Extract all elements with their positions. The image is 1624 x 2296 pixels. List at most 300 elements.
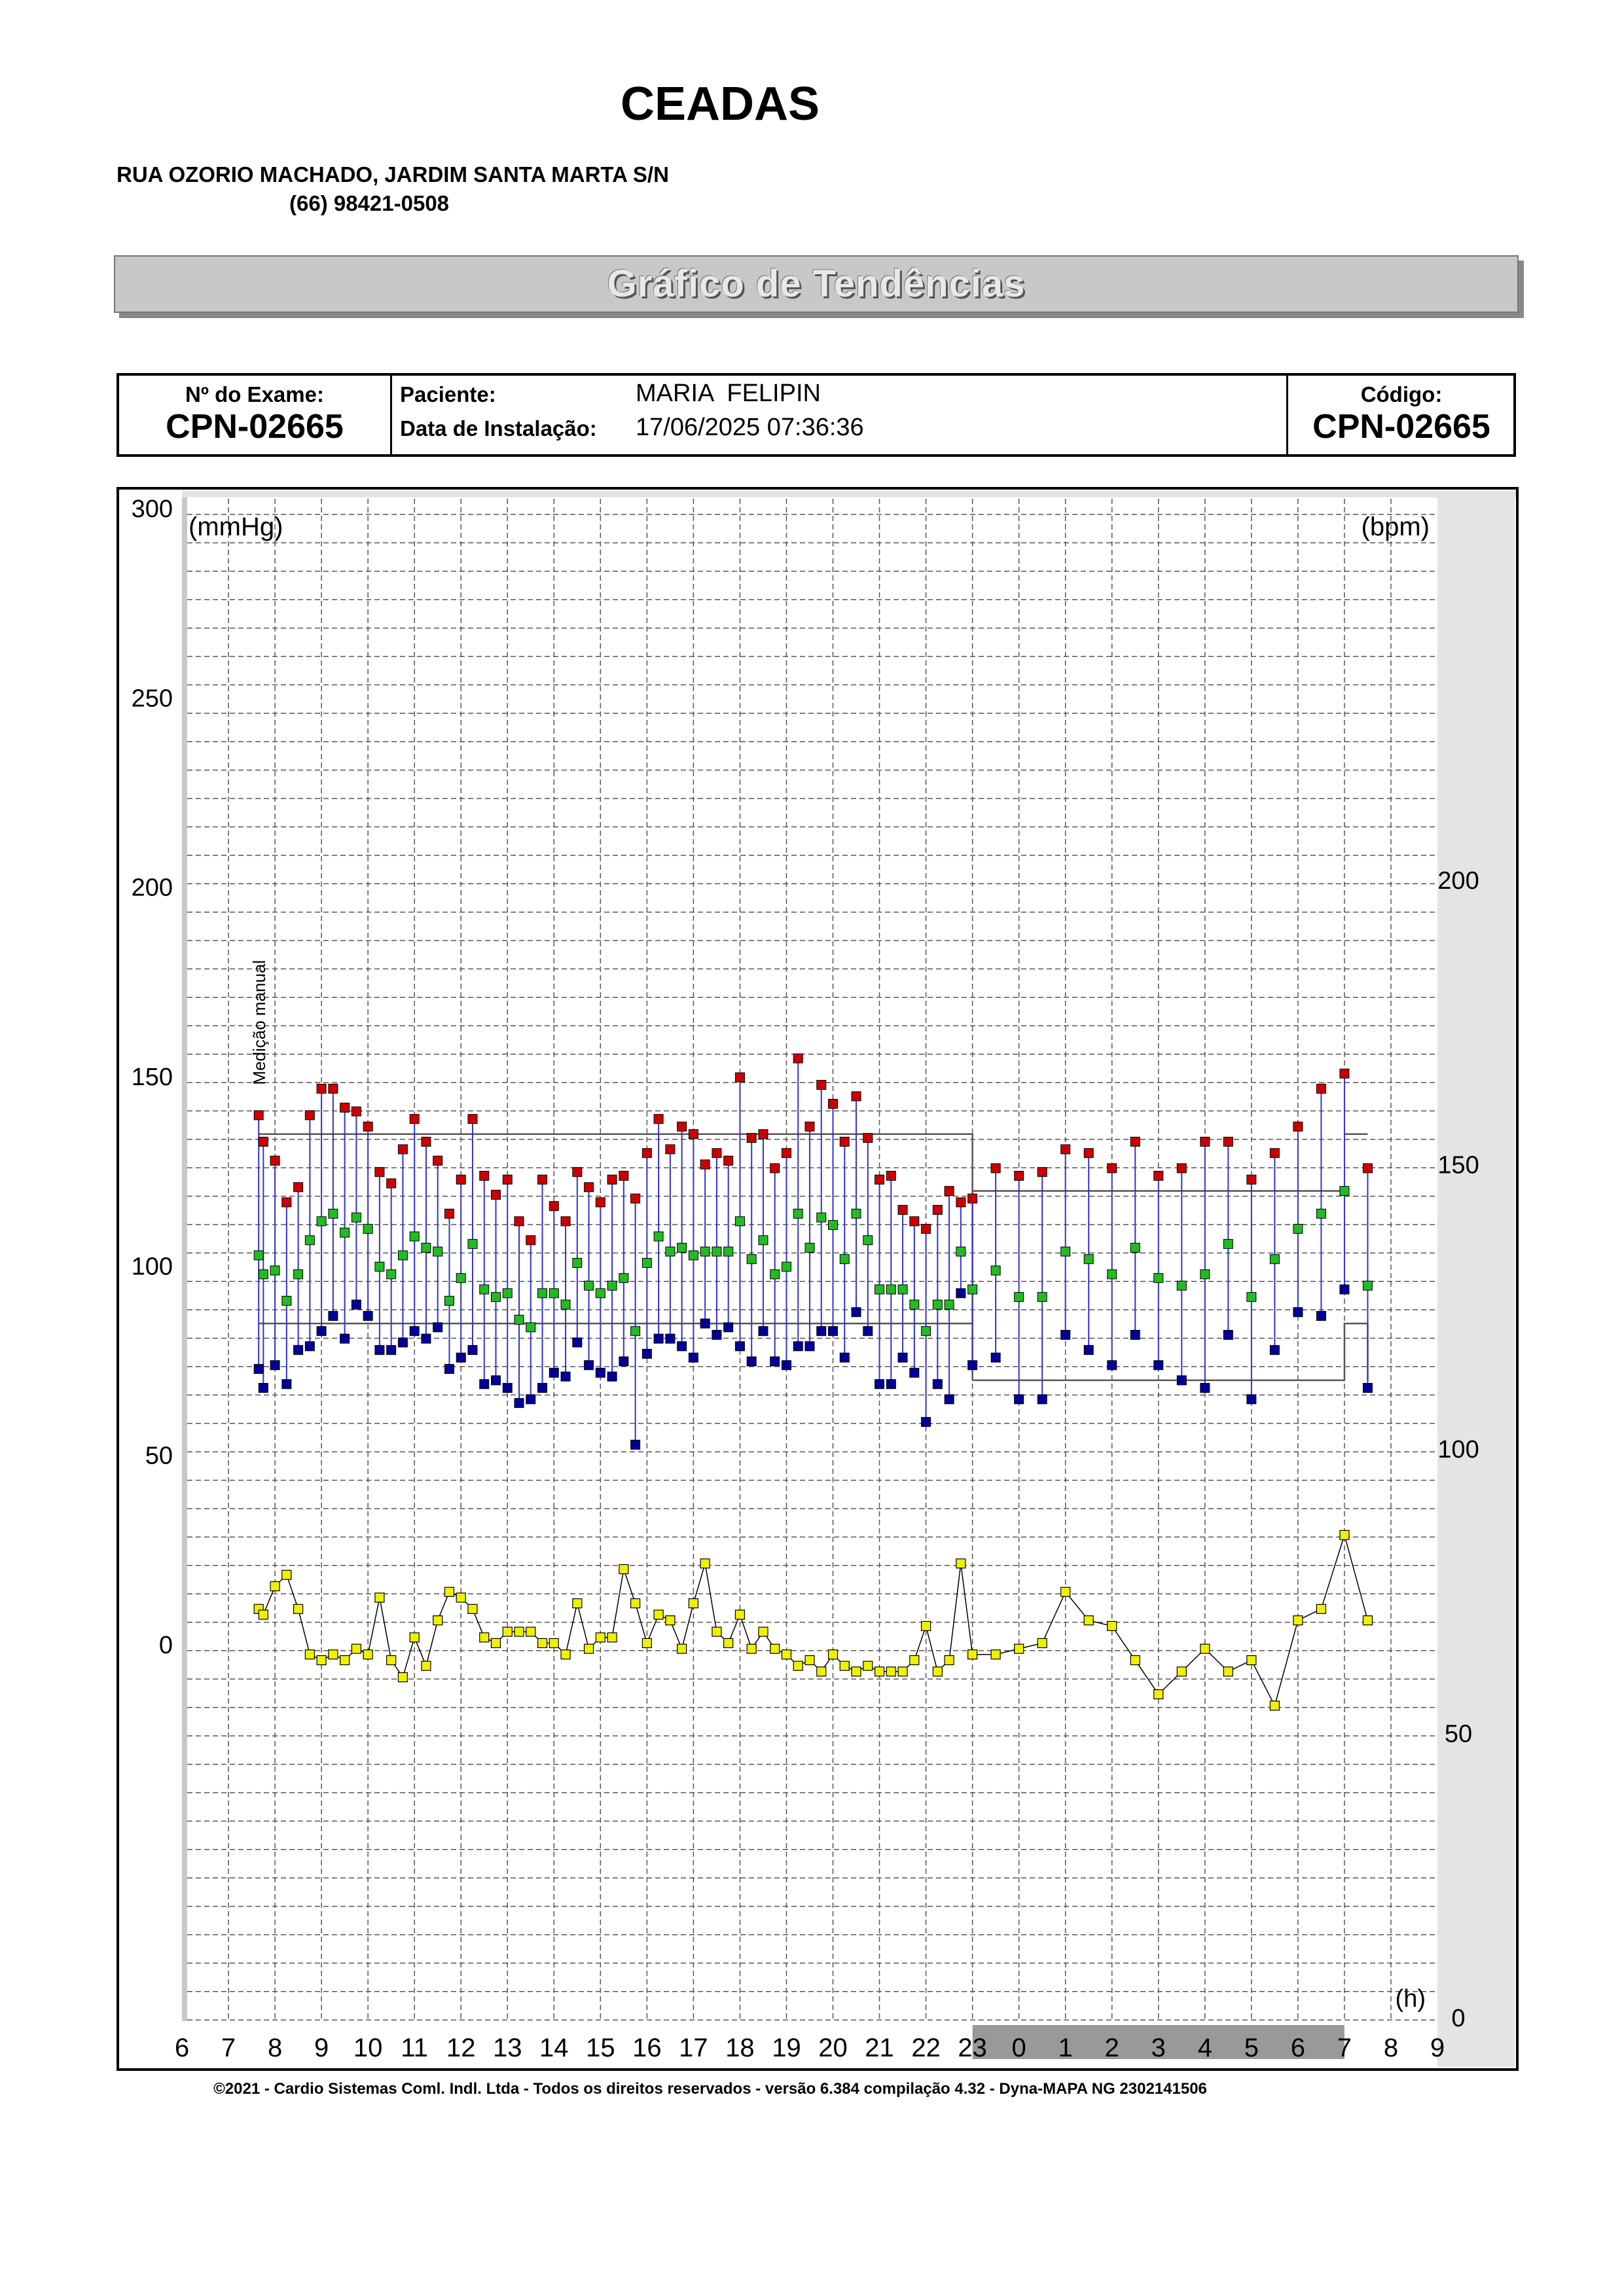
heart-rate-point <box>1154 1690 1163 1699</box>
heart-rate-point <box>1316 1604 1326 1613</box>
mean-pressure-point <box>259 1270 268 1279</box>
mean-pressure-point <box>1270 1255 1279 1264</box>
systolic-point <box>375 1168 384 1177</box>
right-axis-unit-label: (bpm) <box>1361 512 1430 541</box>
mean-pressure-point <box>514 1315 524 1324</box>
heart-rate-point <box>387 1656 396 1665</box>
mean-pressure-point <box>829 1221 838 1230</box>
mean-pressure-point <box>363 1224 372 1233</box>
systolic-point <box>254 1111 263 1120</box>
systolic-point <box>561 1217 570 1226</box>
systolic-point <box>631 1194 640 1203</box>
systolic-point <box>549 1202 558 1211</box>
mean-pressure-point <box>422 1243 431 1252</box>
mean-pressure-point <box>956 1247 965 1256</box>
systolic-point <box>410 1115 419 1124</box>
diastolic-point <box>294 1346 303 1355</box>
chart-right-shade <box>1437 491 1515 2067</box>
x-axis-tick-label: 15 <box>586 2034 615 2062</box>
mean-pressure-point <box>886 1285 895 1294</box>
left-axis-tick-label: 150 <box>131 1064 173 1091</box>
diastolic-point <box>991 1353 1000 1362</box>
systolic-point <box>538 1175 547 1184</box>
mean-pressure-point <box>561 1300 570 1309</box>
heart-rate-point <box>677 1644 687 1653</box>
heart-rate-point <box>747 1644 756 1653</box>
mean-pressure-point <box>254 1251 263 1260</box>
mean-pressure-point <box>538 1289 547 1298</box>
diastolic-point <box>689 1353 698 1362</box>
heart-rate-point <box>631 1599 640 1608</box>
mean-pressure-point <box>1154 1274 1163 1283</box>
left-axis-tick-label: 200 <box>131 874 173 902</box>
systolic-point <box>317 1084 326 1093</box>
heart-rate-point <box>561 1650 570 1659</box>
mean-pressure-point <box>666 1247 675 1256</box>
systolic-point <box>329 1084 338 1093</box>
systolic-point <box>585 1183 594 1192</box>
code-cell <box>1288 376 1515 454</box>
heart-rate-point <box>410 1633 419 1642</box>
heart-rate-point <box>1038 1638 1047 1647</box>
x-axis-tick-label: 4 <box>1197 2034 1212 2062</box>
heart-rate-point <box>922 1621 931 1630</box>
mean-pressure-point <box>305 1236 314 1245</box>
exam-number: CPN-02665 <box>166 408 344 446</box>
chart-top-shade <box>182 491 1516 497</box>
heart-rate-point <box>259 1610 268 1619</box>
heart-rate-point <box>492 1638 501 1647</box>
diastolic-point <box>340 1334 350 1343</box>
diastolic-point <box>585 1361 594 1370</box>
x-axis-tick-label: 0 <box>1011 2034 1026 2062</box>
diastolic-point <box>1340 1285 1349 1294</box>
exam-info-box <box>117 373 1516 457</box>
mean-pressure-point <box>468 1240 477 1249</box>
diastolic-point <box>619 1357 628 1366</box>
diastolic-point <box>433 1323 442 1332</box>
systolic-point <box>770 1164 780 1173</box>
mean-pressure-point <box>968 1285 977 1294</box>
report-title-bar <box>114 255 1519 313</box>
diastolic-point <box>1084 1346 1093 1355</box>
mean-pressure-point <box>817 1213 826 1222</box>
systolic-point <box>596 1198 605 1207</box>
heart-rate-point <box>689 1599 698 1608</box>
mean-pressure-point <box>840 1255 849 1264</box>
mean-pressure-point <box>549 1289 558 1298</box>
clinic-name: CEADAS <box>620 78 820 130</box>
systolic-point <box>886 1171 895 1180</box>
x-axis-tick-label: 9 <box>1430 2034 1445 2062</box>
mean-pressure-point <box>677 1243 687 1252</box>
systolic-point <box>573 1168 582 1177</box>
right-axis-tick-label: 100 <box>1437 1436 1479 1463</box>
x-axis-tick-label: 6 <box>174 2034 190 2062</box>
systolic-point <box>422 1137 431 1146</box>
mean-pressure-point <box>689 1251 698 1260</box>
diastolic-point <box>398 1338 407 1347</box>
mean-pressure-point <box>1177 1281 1186 1290</box>
x-axis-tick-label: 10 <box>353 2034 383 2062</box>
diastolic-point <box>468 1346 477 1355</box>
left-axis-tick-label: 50 <box>145 1442 173 1470</box>
right-axis-tick-label: 0 <box>1451 2005 1466 2032</box>
patient-cell <box>392 376 1286 454</box>
systolic-point <box>875 1175 884 1184</box>
systolic-point <box>782 1149 791 1158</box>
trend-chart-svg <box>119 490 1516 2068</box>
systolic-point <box>747 1134 756 1143</box>
systolic-point <box>305 1111 314 1120</box>
systolic-point <box>1293 1122 1303 1131</box>
mean-pressure-point <box>922 1327 931 1336</box>
diastolic-point <box>1200 1384 1210 1393</box>
diastolic-point <box>793 1342 803 1351</box>
systolic-point <box>910 1217 919 1226</box>
mean-pressure-point <box>410 1232 419 1241</box>
x-axis-tick-label: 3 <box>1151 2034 1166 2062</box>
diastolic-point <box>363 1312 372 1321</box>
diastolic-point <box>282 1380 291 1389</box>
systolic-point <box>666 1145 675 1154</box>
diastolic-point <box>1130 1330 1140 1339</box>
mean-pressure-point <box>747 1255 756 1264</box>
heart-rate-point <box>317 1656 326 1665</box>
heart-rate-point <box>712 1627 721 1636</box>
systolic-point <box>1061 1145 1070 1154</box>
diastolic-point <box>642 1349 651 1358</box>
systolic-point <box>433 1156 442 1165</box>
heart-rate-point <box>422 1661 431 1670</box>
systolic-point <box>829 1100 838 1109</box>
diastolic-point <box>805 1342 814 1351</box>
diastolic-point <box>886 1380 895 1389</box>
diastolic-point <box>503 1384 512 1393</box>
mean-pressure-point <box>282 1296 291 1305</box>
mean-pressure-point <box>619 1274 628 1283</box>
trend-chart <box>117 487 1519 2071</box>
mean-pressure-point <box>910 1300 919 1309</box>
diastolic-point <box>933 1380 942 1389</box>
diastolic-point <box>526 1395 535 1404</box>
systolic-point <box>642 1149 651 1158</box>
diastolic-point <box>863 1327 873 1336</box>
mean-pressure-point <box>1015 1293 1024 1302</box>
mean-pressure-point <box>724 1247 733 1256</box>
heart-rate-point <box>852 1667 861 1676</box>
left-axis-tick-label: 300 <box>131 495 173 523</box>
systolic-point <box>677 1122 687 1131</box>
systolic-point <box>817 1081 826 1090</box>
systolic-point <box>700 1160 710 1169</box>
left-axis-unit-label: (mmHg) <box>189 512 283 541</box>
systolic-point <box>1038 1168 1047 1177</box>
diastolic-point <box>1061 1330 1070 1339</box>
heart-rate-point <box>585 1644 594 1653</box>
x-axis-tick-label: 22 <box>911 2034 941 2062</box>
mean-pressure-point <box>712 1247 721 1256</box>
heart-rate-point <box>503 1627 512 1636</box>
x-axis-tick-label: 8 <box>1383 2034 1399 2062</box>
mean-pressure-point <box>1293 1224 1303 1233</box>
mean-pressure-point <box>585 1281 594 1290</box>
chart-background <box>119 490 1516 2068</box>
mean-pressure-point <box>1038 1293 1047 1302</box>
diastolic-point <box>259 1384 268 1393</box>
mean-pressure-point <box>375 1262 384 1271</box>
mean-pressure-point <box>805 1243 814 1252</box>
heart-rate-point <box>1363 1616 1372 1625</box>
systolic-point <box>294 1183 303 1192</box>
diastolic-point <box>666 1334 675 1343</box>
diastolic-point <box>770 1357 780 1366</box>
heart-rate-point <box>1177 1667 1186 1676</box>
heart-rate-point <box>270 1582 280 1591</box>
heart-rate-point <box>1247 1656 1256 1665</box>
x-axis-tick-label: 20 <box>818 2034 848 2062</box>
x-axis-tick-label: 8 <box>267 2034 283 2062</box>
heart-rate-point <box>770 1644 780 1653</box>
heart-rate-point <box>514 1627 524 1636</box>
diastolic-point <box>829 1327 838 1336</box>
mean-pressure-point <box>898 1285 907 1294</box>
systolic-point <box>444 1209 454 1218</box>
mean-pressure-point <box>875 1285 884 1294</box>
report-title: Gráfico de Tendências <box>607 262 1026 305</box>
heart-rate-point <box>1061 1587 1070 1596</box>
diastolic-point <box>1293 1308 1303 1317</box>
heart-rate-point <box>700 1559 710 1568</box>
systolic-point <box>514 1217 524 1226</box>
heart-rate-point <box>480 1633 489 1642</box>
systolic-point <box>712 1149 721 1158</box>
heart-rate-point <box>933 1667 942 1676</box>
diastolic-point <box>747 1357 756 1366</box>
mean-pressure-point <box>573 1259 582 1268</box>
systolic-point <box>922 1224 931 1233</box>
heart-rate-point <box>282 1570 291 1579</box>
x-axis-tick-label: 14 <box>539 2034 569 2062</box>
diastolic-point <box>1015 1395 1024 1404</box>
systolic-point <box>1130 1137 1140 1146</box>
heart-rate-point <box>1223 1667 1233 1676</box>
diastolic-point <box>549 1368 558 1377</box>
diastolic-point <box>1223 1330 1233 1339</box>
systolic-point <box>840 1137 849 1146</box>
systolic-point <box>1270 1149 1279 1158</box>
mean-pressure-point <box>1316 1209 1326 1218</box>
systolic-point <box>352 1107 361 1116</box>
diastolic-point <box>352 1300 361 1309</box>
mean-pressure-point <box>1223 1240 1233 1249</box>
diastolic-point <box>514 1399 524 1408</box>
install-date: 17/06/2025 07:36:36 <box>636 414 864 441</box>
heart-rate-point <box>329 1650 338 1659</box>
mean-pressure-point <box>270 1266 280 1275</box>
systolic-point <box>468 1115 477 1124</box>
x-axis-tick-label: 16 <box>632 2034 662 2062</box>
heart-rate-point <box>782 1650 791 1659</box>
heart-rate-point <box>805 1656 814 1665</box>
diastolic-point <box>480 1380 489 1389</box>
diastolic-point <box>607 1372 617 1381</box>
mean-pressure-point <box>1130 1243 1140 1252</box>
diastolic-point <box>387 1346 396 1355</box>
mean-pressure-point <box>317 1217 326 1226</box>
systolic-point <box>1363 1164 1372 1173</box>
systolic-point <box>1340 1069 1349 1078</box>
mean-pressure-point <box>1200 1270 1210 1279</box>
diastolic-point <box>735 1342 744 1351</box>
heart-rate-point <box>398 1673 407 1682</box>
heart-rate-point <box>549 1638 558 1647</box>
x-axis-tick-label: 7 <box>221 2034 236 2062</box>
right-axis-tick-label: 50 <box>1444 1720 1473 1748</box>
systolic-point <box>456 1175 465 1184</box>
x-axis-tick-label: 1 <box>1058 2034 1073 2062</box>
systolic-point <box>689 1130 698 1139</box>
heart-rate-point <box>1340 1530 1349 1539</box>
right-axis-tick-label: 150 <box>1437 1151 1479 1179</box>
mean-pressure-point <box>759 1236 768 1245</box>
heart-rate-point <box>433 1616 442 1625</box>
x-axis-tick-label: 7 <box>1337 2034 1352 2062</box>
systolic-point <box>1247 1175 1256 1184</box>
mean-pressure-point <box>433 1247 442 1256</box>
mean-pressure-point <box>863 1236 873 1245</box>
systolic-point <box>991 1164 1000 1173</box>
diastolic-point <box>700 1319 710 1328</box>
mean-pressure-point <box>735 1217 744 1226</box>
diastolic-point <box>254 1365 263 1374</box>
left-axis-tick-label: 100 <box>131 1253 173 1281</box>
patient-label: Paciente: <box>400 382 496 406</box>
systolic-point <box>526 1236 535 1245</box>
heart-rate-point <box>642 1638 651 1647</box>
diastolic-point <box>1270 1346 1279 1355</box>
code-value: CPN-02665 <box>1312 408 1490 446</box>
x-axis-unit-label: (h) <box>1395 1985 1426 2013</box>
diastolic-point <box>840 1353 849 1362</box>
mean-pressure-point <box>631 1327 640 1336</box>
systolic-point <box>387 1179 396 1188</box>
systolic-point <box>270 1156 280 1165</box>
diastolic-point <box>922 1418 931 1427</box>
diastolic-point <box>817 1327 826 1336</box>
heart-rate-point <box>759 1627 768 1636</box>
x-axis-tick-label: 2 <box>1104 2034 1119 2062</box>
mean-pressure-point <box>607 1281 617 1290</box>
systolic-point <box>398 1145 407 1154</box>
diastolic-point <box>305 1342 314 1351</box>
systolic-point <box>480 1171 489 1180</box>
left-axis-tick-label: 0 <box>158 1632 173 1659</box>
heart-rate-point <box>444 1587 454 1596</box>
systolic-point <box>503 1175 512 1184</box>
heart-rate-point <box>840 1661 849 1670</box>
systolic-point <box>724 1156 733 1165</box>
heart-rate-point <box>886 1667 895 1676</box>
mean-pressure-point <box>1084 1255 1093 1264</box>
heart-rate-point <box>596 1633 605 1642</box>
mean-pressure-point <box>1363 1281 1372 1290</box>
heart-rate-point <box>945 1656 954 1665</box>
systolic-point <box>945 1187 954 1196</box>
diastolic-point <box>410 1327 419 1336</box>
heart-rate-point <box>863 1661 873 1670</box>
heart-rate-point <box>724 1638 733 1647</box>
mean-pressure-point <box>526 1323 535 1332</box>
systolic-point <box>282 1198 291 1207</box>
mean-pressure-point <box>444 1296 454 1305</box>
heart-rate-point <box>1108 1621 1117 1630</box>
x-axis-tick-label: 18 <box>725 2034 755 2062</box>
systolic-point <box>492 1190 501 1199</box>
diastolic-point <box>654 1334 663 1343</box>
mean-pressure-point <box>1340 1187 1349 1196</box>
diastolic-point <box>538 1384 547 1393</box>
diastolic-point <box>1316 1312 1326 1321</box>
heart-rate-point <box>956 1559 965 1568</box>
code-label: Código: <box>1360 382 1443 406</box>
mean-pressure-point <box>700 1247 710 1256</box>
manual-measurement-annotation: Medição manual <box>249 960 270 1085</box>
diastolic-point <box>492 1376 501 1385</box>
diastolic-point <box>596 1368 605 1377</box>
systolic-point <box>793 1054 803 1063</box>
heart-rate-point <box>898 1667 907 1676</box>
systolic-point <box>898 1206 907 1215</box>
diastolic-point <box>573 1338 582 1347</box>
diastolic-point <box>1363 1384 1372 1393</box>
x-axis-tick-label: 12 <box>446 2034 476 2062</box>
mean-pressure-point <box>933 1300 942 1309</box>
exam-number-cell <box>119 376 390 454</box>
mean-pressure-point <box>596 1289 605 1298</box>
diastolic-point <box>782 1361 791 1370</box>
diastolic-point <box>1038 1395 1047 1404</box>
mean-pressure-point <box>456 1274 465 1283</box>
heart-rate-point <box>1130 1656 1140 1665</box>
systolic-point <box>1154 1171 1163 1180</box>
diastolic-point <box>677 1342 687 1351</box>
x-axis-tick-label: 21 <box>865 2034 894 2062</box>
mean-pressure-point <box>945 1300 954 1309</box>
systolic-point <box>968 1194 977 1203</box>
left-axis-tick-label: 250 <box>131 685 173 713</box>
exam-number-label: Nº do Exame: <box>185 382 324 406</box>
heart-rate-point <box>875 1667 884 1676</box>
clinic-address: RUA OZORIO MACHADO, JARDIM SANTA MARTA S/N <box>117 162 669 187</box>
heart-rate-point <box>817 1667 826 1676</box>
right-axis-tick-label: 200 <box>1437 867 1479 895</box>
diastolic-point <box>1247 1395 1256 1404</box>
systolic-point <box>852 1092 861 1101</box>
systolic-point <box>956 1198 965 1207</box>
mean-pressure-point <box>503 1289 512 1298</box>
heart-rate-point <box>1270 1701 1279 1710</box>
diastolic-point <box>456 1353 465 1362</box>
heart-rate-point <box>363 1650 372 1659</box>
heart-rate-point <box>352 1644 361 1653</box>
mean-pressure-point <box>1108 1270 1117 1279</box>
mean-pressure-point <box>340 1228 350 1237</box>
heart-rate-point <box>1200 1644 1210 1653</box>
x-axis-tick-label: 17 <box>679 2034 708 2062</box>
mean-pressure-point <box>770 1270 780 1279</box>
heart-rate-point <box>735 1610 744 1619</box>
